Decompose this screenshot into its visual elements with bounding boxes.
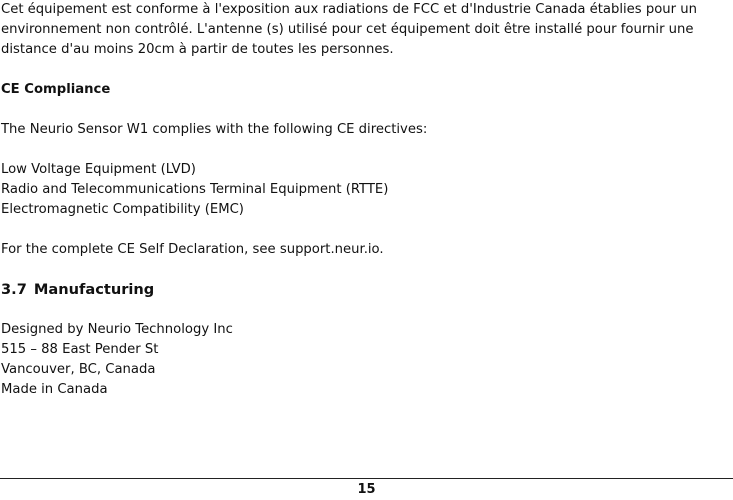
ce-compliance-heading: CE Compliance	[1, 82, 111, 97]
address-line: Made in Canada	[1, 382, 108, 397]
address-line: Designed by Neurio Technology Inc	[1, 322, 233, 337]
intro-line: Cet équipement est conforme à l'exposition aux radiations de FCC et d'Industrie Canada établies pour un	[1, 2, 697, 17]
section-title: Manufacturing	[33, 281, 155, 298]
ce-directives-list	[1, 160, 726, 220]
manufacturer-address	[1, 320, 726, 400]
ce-directive-item: Electromagnetic Compatibility (EMC)	[1, 202, 244, 217]
document-page	[1, 0, 726, 400]
address-line: Vancouver, BC, Canada	[1, 362, 156, 377]
section-number: 3.7	[1, 281, 27, 298]
ce-directive-item: Radio and Telecommunications Terminal Equipment (RTTE)	[1, 182, 389, 197]
manufacturing-heading	[1, 280, 726, 300]
intro-line: distance d'au moins 20cm à partir de toutes les personnes.	[1, 42, 394, 57]
ce-directive-item: Low Voltage Equipment (LVD)	[1, 162, 196, 177]
page-number: 15	[357, 482, 376, 497]
intro-line: environnement non contrôlé. L'antenne (s) utilisé pour cet équipement doit être installé pour fournir une	[1, 22, 694, 37]
footer-divider	[0, 478, 733, 479]
intro-paragraph	[1, 0, 726, 60]
ce-declaration-text: For the complete CE Self Declaration, see support.neur.io.	[1, 242, 384, 257]
address-line: 515 – 88 East Pender St	[1, 342, 159, 357]
ce-statement: The Neurio Sensor W1 complies with the following CE directives:	[1, 122, 428, 137]
